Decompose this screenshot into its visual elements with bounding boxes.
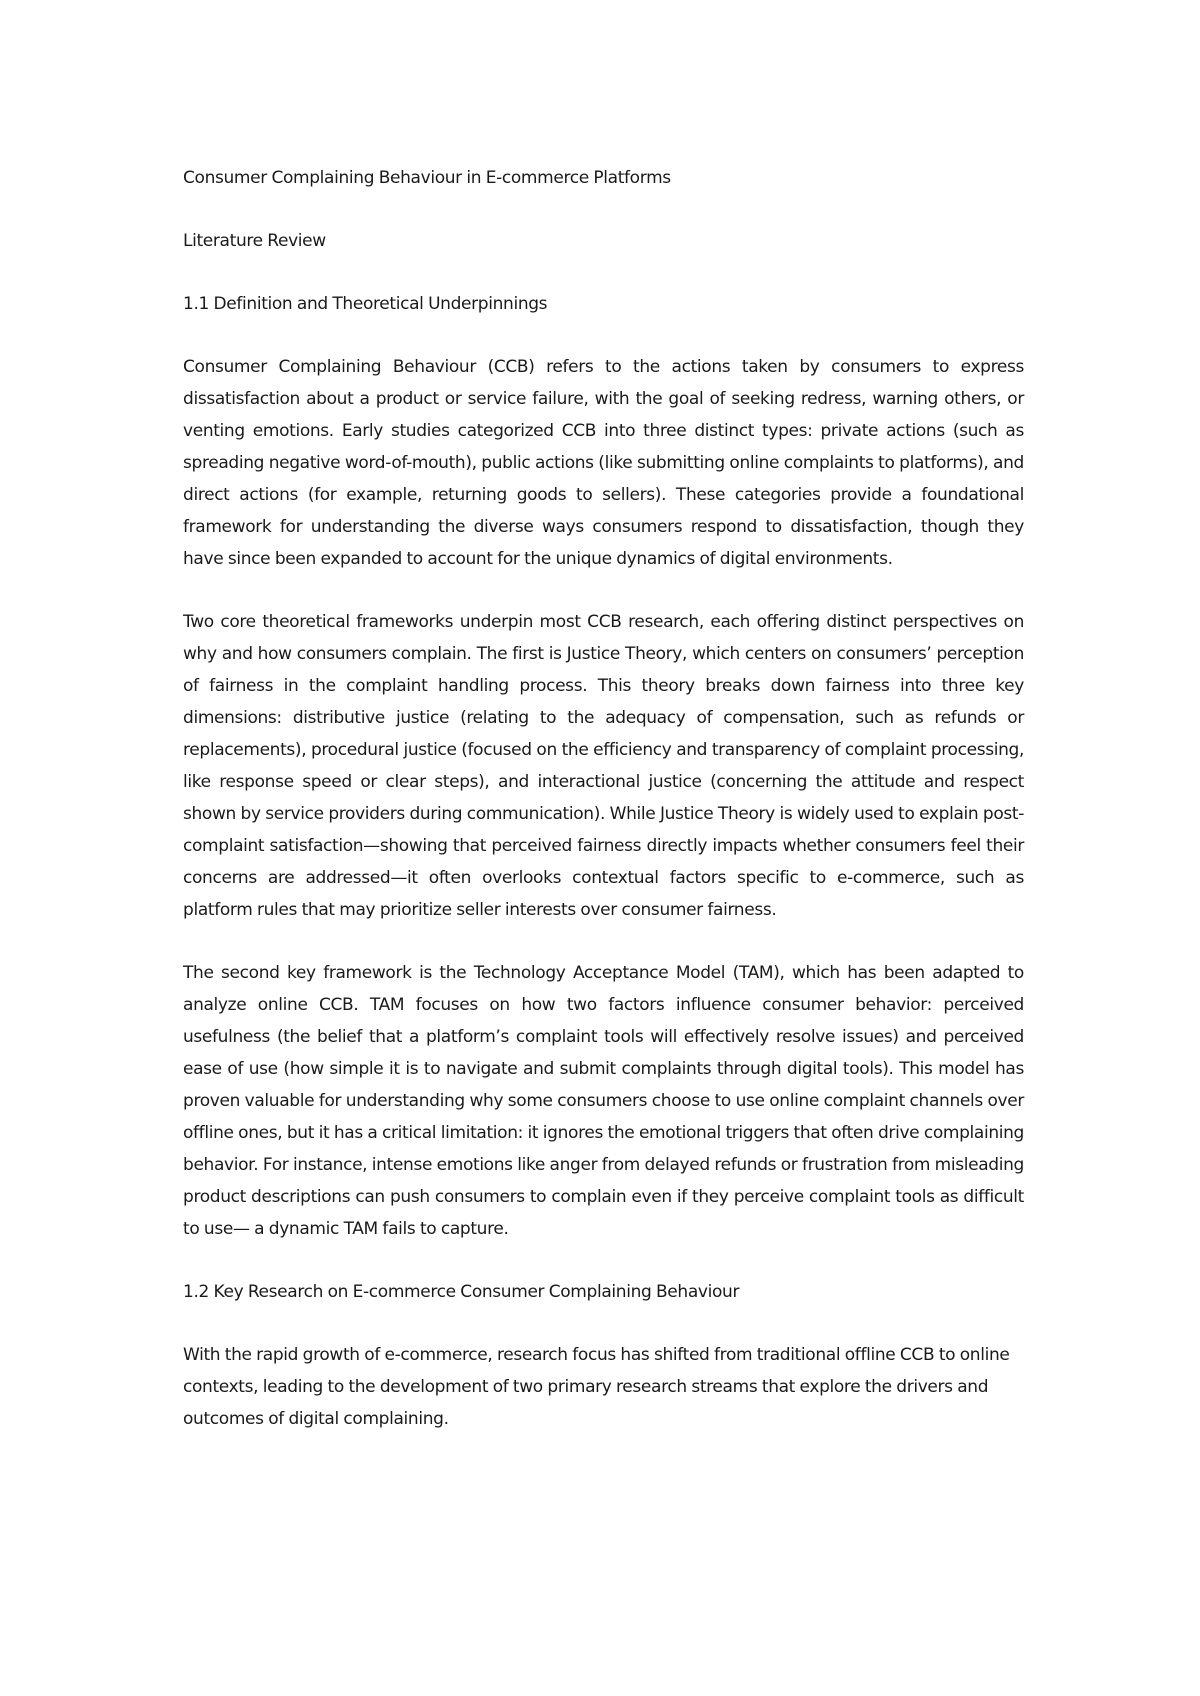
- document-title: Consumer Complaining Behaviour in E-commerce Platforms: [183, 168, 671, 188]
- heading-1-2: 1.2 Key Research on E-commerce Consumer Complaining Behaviour: [183, 1282, 740, 1302]
- paragraph-ccb-definition: Consumer Complaining Behaviour (CCB) refers to the actions taken by consumers to express dissatisfaction about a product or service failure, with the goal of seeking redress, warning others, or venting emotions. Early studies categorized CCB into three distinct types: private actions (such as spreading negative word-of-mouth), public actions (like submitting online complaints to platforms), and direct actions (for example, returning goods to sellers). These categories provide a foundational framework for understanding the diverse ways consumers respond to dissatisfaction, though they have since been expanded to account for the unique dynamics of digital environments.: [183, 357, 1024, 569]
- document-body: [183, 162, 1024, 1466]
- section-title: Literature Review: [183, 231, 326, 251]
- paragraph-ecommerce-research: With the rapid growth of e-commerce, research focus has shifted from traditional offline CCB to online contexts, leading to the development of two primary research streams that explore the drivers and outcomes of digital complaining.: [183, 1345, 1010, 1429]
- paragraph-tam: The second key framework is the Technology Acceptance Model (TAM), which has been adapted to analyze online CCB. TAM focuses on how two factors influence consumer behavior: perceived usefulness (the belief that a platform’s complaint tools will effectively resolve issues) and perceived ease of use (how simple it is to navigate and submit complaints through digital tools). This model has proven valuable for understanding why some consumers choose to use online complaint channels over offline ones, but it has a critical limitation: it ignores the emotional triggers that often drive complaining behavior. For instance, intense emotions like anger from delayed refunds or frustration from misleading product descriptions can push consumers to complain even if they perceive complaint tools as difficult to use— a dynamic TAM fails to capture.: [183, 963, 1024, 1239]
- paragraph-justice-theory: Two core theoretical frameworks underpin most CCB research, each offering distinct perspectives on why and how consumers complain. The first is Justice Theory, which centers on consumers’ perception of fairness in the complaint handling process. This theory breaks down fairness into three key dimensions: distributive justice (relating to the adequacy of compensation, such as refunds or replacements), procedural justice (focused on the efficiency and transparency of complaint processing, like response speed or clear steps), and interactional justice (concerning the attitude and respect shown by service providers during communication). While Justice Theory is widely used to explain post-complaint satisfaction—showing that perceived fairness directly impacts whether consumers feel their concerns are addressed—it often overlooks contextual factors specific to e-commerce, such as platform rules that may prioritize seller interests over consumer fairness.: [183, 612, 1024, 920]
- heading-1-1: 1.1 Definition and Theoretical Underpinnings: [183, 294, 548, 314]
